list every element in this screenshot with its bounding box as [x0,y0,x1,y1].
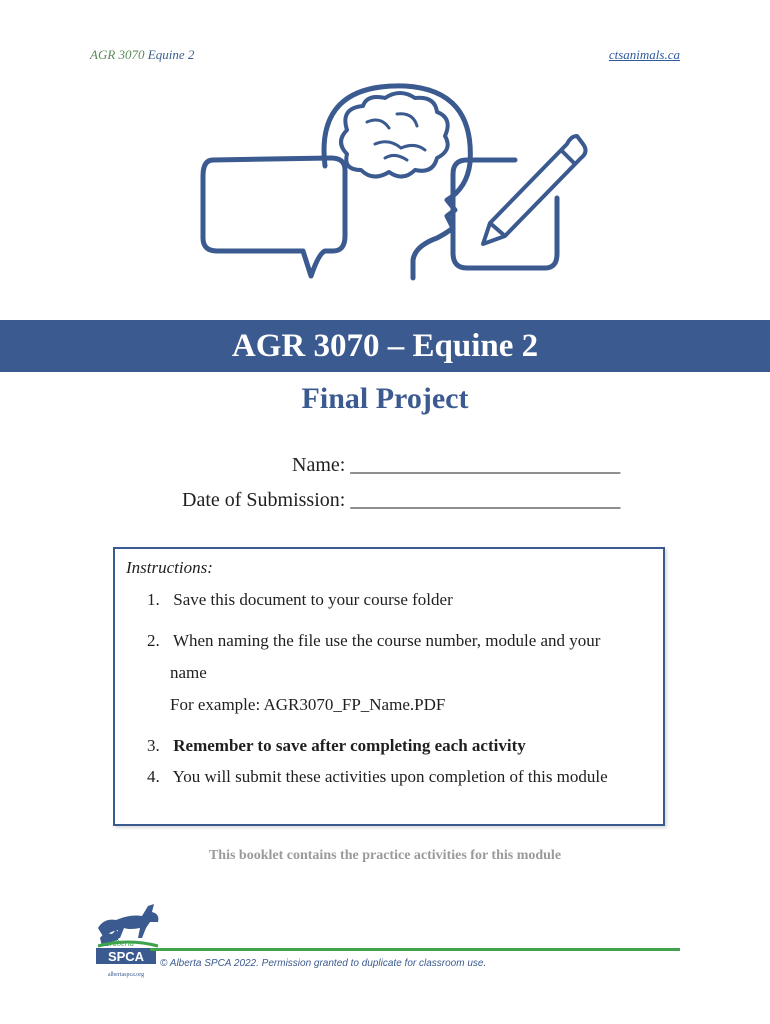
header-website-link[interactable]: ctsanimals.ca [608,47,680,62]
instruction-continuation: name [170,663,207,682]
instruction-number: 2. [147,631,160,650]
instruction-text: You will submit these activities upon completion of this module [172,767,608,786]
title-banner [0,320,770,372]
name-field[interactable]: Name: ___________________________ [292,454,621,476]
page-title: AGR 3070 – Equine 2 [231,327,539,364]
instruction-example: For example: AGR3070_FP_Name.PDF [170,695,446,714]
instruction-number: 1. [147,590,160,609]
header-course-suffix: Equine 2 [144,47,195,62]
speech-bubble-icon [203,158,345,276]
instructions-label: Instructions: [126,558,213,577]
pencil-note-icon [453,136,586,268]
instruction-item-3 [147,736,526,756]
header-course [90,47,194,63]
logo-brand-text: SPCA [107,949,145,964]
logo-url-text: albertaspca.org [107,972,145,978]
alberta-spca-logo [90,898,165,980]
hero-illustration [185,78,595,288]
instruction-number: 3. [147,736,160,755]
logo-region-text: Alberta [110,939,134,948]
instruction-text: When naming the file use the course number, module and your [172,631,601,650]
instruction-text: Remember to save after completing each activity [173,736,526,755]
instruction-item-4 [147,767,608,787]
instruction-item-2 [147,631,600,651]
header-course-code: AGR 3070 [90,47,145,62]
submission-date-field[interactable]: Date of Submission: ___________________________ [182,489,621,511]
footer-divider [150,948,680,951]
instruction-text: Save this document to your course folder [173,590,453,609]
instruction-item-1 [147,590,453,610]
page-subtitle: Final Project [301,382,469,415]
instruction-number: 4. [147,767,160,786]
booklet-note: This booklet contains the practice activities for this module [208,848,562,863]
footer-copyright: © Alberta SPCA 2022. Permission granted to duplicate for classroom use. [160,958,487,969]
instructions-box [113,547,665,826]
